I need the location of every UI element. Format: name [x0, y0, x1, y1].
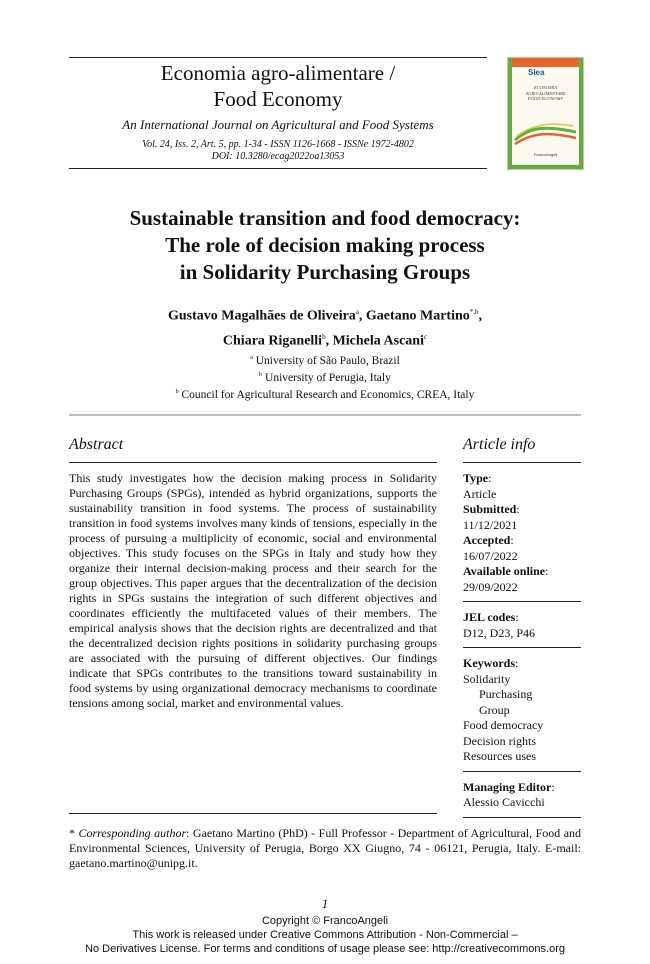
cover-bottom-band: [508, 165, 583, 169]
abstract-body: This study investigates how the decision making process in Solidarity Purchasing Groups (SPGs), intended as hybrid organizations, supports the sustainability transition in food systems. The process of sustainability transition in food systems involves many kinds of tensions, especially in the process of pursuing a multiplicity of economic, social and environmental objectives. This study focuses on the SPGs in Italy and study how they organize their internal decision-making process and their search for the group objectives. This paper argues that the decentralization of the decision rights in SPGs sustains the integration of such different objectives and coordinates efficiently the multifaceted values of their members. The empirical analysis shows that the decision rights are decentralized and that the decentralized decision rights positions in solidarity purchasing groups are associated with the pursuing of different objectives. Our findings indicate that SPGs contributes to the transitions toward sustainability in food systems by using organizational democracy mechanisms to coordinate tensions among social, market and environmental values.: [69, 471, 437, 710]
submitted-label: Submitted: [463, 502, 517, 516]
cover-title-line: ECONOMIA: [533, 85, 558, 90]
keyword: Group: [479, 702, 510, 717]
cover-wave-graphic: [513, 118, 578, 148]
type-value: Article: [463, 486, 497, 501]
accepted-label: Accepted: [463, 533, 511, 547]
section-divider: [69, 414, 581, 416]
copyright-line: Copyright © FrancoAngeli: [261, 915, 389, 927]
page-number: 1: [321, 896, 329, 911]
title-line: Sustainable transition and food democracy:: [129, 206, 521, 230]
journal-title-line: Food Economy: [213, 87, 343, 111]
author-name: Chiara Riganelli: [222, 333, 323, 349]
cover-title-line: AGRO-ALIMENTARE: [525, 90, 566, 96]
footnote-mark: *: [69, 826, 75, 840]
affiliation: [60, 385, 590, 402]
author-name: Gaetano Martino: [365, 308, 470, 324]
abstract-bottom-rule: [69, 813, 437, 814]
affiliation: [60, 368, 590, 385]
jel-label: JEL codes: [463, 610, 516, 624]
masthead-bottom-rule: [69, 168, 487, 169]
journal-masthead: [69, 60, 487, 163]
issue-info: Vol. 24, Iss. 2, Art. 5, pp. 1-34 - ISSN 1126-1668 - ISSNe 1972-4802: [142, 139, 414, 150]
affiliation-text: University of Perugia, Italy: [265, 371, 391, 384]
affiliations: [60, 351, 590, 401]
accepted-value: 16/07/2022: [463, 548, 518, 563]
copyright-footer: [0, 914, 650, 956]
cover-logo: Siea: [528, 68, 545, 77]
masthead-top-rule: [69, 57, 487, 58]
affiliation: [60, 351, 590, 368]
author-name: Michela Ascani: [332, 333, 424, 349]
submitted-value: 11/12/2021: [463, 517, 518, 532]
footnote-lead: Corresponding author: [78, 826, 187, 840]
journal-subtitle: An International Journal on Agricultural and Food Systems: [122, 117, 434, 132]
affiliation-mark: b: [259, 371, 263, 378]
author-superscript: *,b: [469, 308, 479, 316]
editor-label: Managing Editor: [463, 779, 552, 794]
journal-title: [69, 60, 487, 112]
article-info-panel: [463, 462, 581, 818]
editor-group: Managing Editor: Alessio Cavicchi: [463, 771, 581, 818]
journal-title-line: Economia agro-alimentare /: [160, 61, 396, 85]
type-label: Type: [463, 471, 489, 485]
cover-title: [516, 85, 575, 102]
author-name: Gustavo Magalhães de Oliveira: [167, 308, 356, 324]
keywords-group: Keywords: Solidarity Purchasing Group Food democracy Decision rights Resources uses: [463, 647, 581, 771]
license-line[interactable]: No Derivatives License. For terms and conditions of usage please see: http://creativecommons.org: [85, 943, 565, 955]
doi[interactable]: DOI: 10.3280/ecag2022oa13053: [211, 151, 345, 162]
affiliation-text: Council for Agricultural Research and Economics, CREA, Italy: [181, 388, 475, 401]
affiliation-text: University of São Paulo, Brazil: [255, 354, 400, 367]
keyword: Food democracy: [463, 718, 544, 732]
keyword: Resources uses: [463, 749, 536, 763]
article-title: [50, 205, 600, 286]
affiliation-mark: a: [250, 355, 253, 361]
keyword: Purchasing: [479, 687, 533, 701]
editor-value: Alessio Cavicchi: [463, 795, 545, 809]
article-info-heading: Article info: [463, 436, 536, 453]
keyword: Decision rights: [463, 733, 536, 748]
dates-group: Type: Article Submitted: 11/12/2021 Accepted: 16/07/2022 Available online: 29/09/2022: [463, 462, 581, 601]
author-superscript: a: [355, 308, 359, 316]
keywords-label: Keywords: [463, 656, 515, 670]
cover-top-band: [508, 58, 583, 67]
footnote-text: : Gaetano Martino (PhD) - Full Professor - Department of Agricultural, Food and Environmental Sciences, University of Perugia, Borgo XX Giugno, 74 - 06121, Perugia, Italy. E-mail: gaetano.martino@unipg.it.: [69, 826, 582, 870]
jel-value: D12, D23, P46: [463, 625, 536, 640]
online-value: 29/09/2022: [463, 579, 518, 594]
author-superscript: b: [322, 332, 326, 341]
title-line: The role of decision making process: [165, 233, 485, 257]
author-list: Gustavo Magalhães de Oliveira$^a$, Gaetano Martino$^{*,b}$, Chiara Riganelli$^b$, Michela Ascani$^c$: [167, 308, 482, 349]
affiliation-mark: b: [175, 388, 179, 395]
journal-meta: [69, 139, 487, 163]
jel-group: JEL codes: D12, D23, P46: [463, 601, 581, 647]
corresponding-author-footnote: [69, 826, 581, 871]
cover-title-line: FOOD ECONOMY: [527, 96, 564, 101]
license-line: This work is released under Creative Commons Attribution - Non-Commercial –: [132, 929, 518, 941]
cover-publisher: FrancoAngeli: [533, 152, 558, 157]
author-superscript: c: [423, 332, 428, 341]
journal-cover-thumbnail: [507, 57, 584, 170]
keyword: Solidarity: [463, 671, 511, 686]
online-label: Available online: [463, 564, 546, 578]
abstract-heading: Abstract: [69, 436, 124, 453]
abstract-rule: [69, 462, 437, 463]
title-line: in Solidarity Purchasing Groups: [179, 260, 471, 284]
